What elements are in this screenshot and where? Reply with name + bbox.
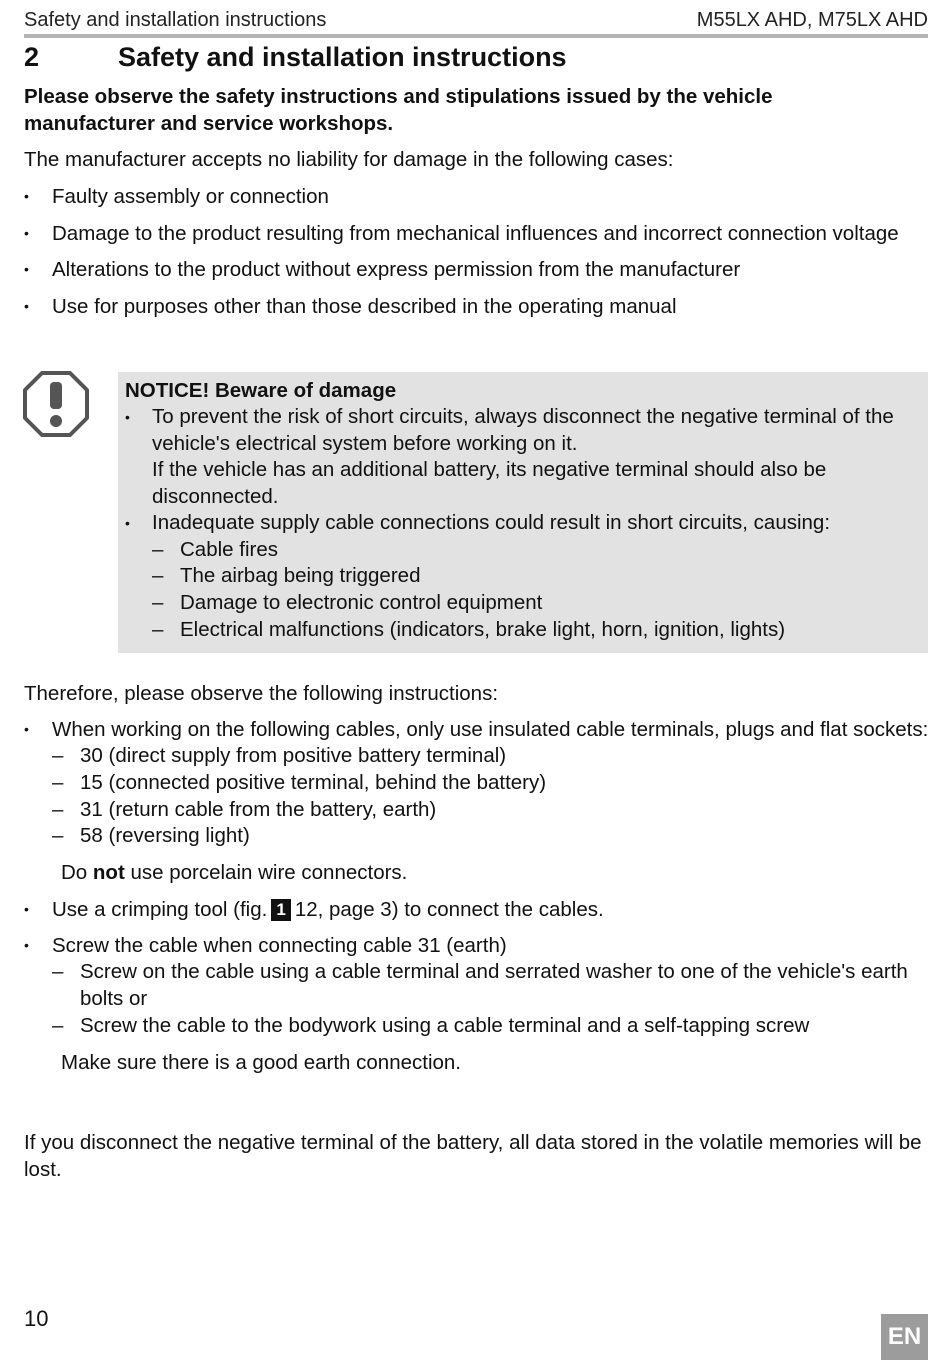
notice-item [125,404,920,510]
warning-octagon-icon [22,370,90,438]
sublist-item: – 30 (direct supply from positive battery terminal) [52,743,934,770]
sublist-item: – Screw the cable to the bodywork using a cable terminal and a self-tapping screw [52,1013,934,1040]
instruction-note: Make sure there is a good earth connection. [61,1050,461,1074]
instructions-list [24,716,934,1085]
notice-box [118,372,928,653]
lead-paragraph: Please observe the safety instructions and stipulations issued by the vehicle manufacturer and service workshops. [24,85,773,135]
sublist-item: – Electrical malfunctions (indicators, brake light, horn, ignition, lights) [152,617,920,644]
list-item: • Damage to the product resulting from mechanical influences and incorrect connection voltage [24,220,934,247]
instructions-intro: Therefore, please observe the following instructions: [24,682,499,705]
closing-paragraph: If you disconnect the negative terminal of the battery, all data stored in the volatile memories will be lost. [24,1131,922,1181]
list-item: • Use a crimping tool (fig. 1 12, page 3) to connect the cables. [24,896,934,923]
sublist-item: – Damage to electronic control equipment [152,590,920,617]
notice-item [125,510,920,644]
list-item: • Alterations to the product without express permission from the manufacturer [24,256,934,283]
liability-intro: The manufacturer accepts no liability for damage in the following cases: [24,148,674,171]
notice-item-text: • Inadequate supply cable connections could result in short circuits, causing: [152,511,831,534]
sublist-item: – Cable fires [152,537,920,564]
figure-reference: 1 [271,899,290,921]
page-header [24,6,928,38]
page-title [24,42,567,73]
page-number: 10 [24,1306,49,1331]
instruction-text: • When working on the following cables, only use insulated cable terminals, plugs and flat sockets: [52,718,929,741]
cable-list [52,743,934,850]
language-badge: EN [881,1314,928,1360]
list-item [24,716,934,886]
sublist-item: – Screw on the cable using a cable terminal and serrated washer to one of the vehicle's earth bolts or [52,959,934,1013]
sublist-item: – 31 (return cable from the battery, earth) [52,797,934,824]
list-item [24,932,934,1075]
sublist-item: – 15 (connected positive terminal, behind the battery) [52,770,934,797]
earth-options-list [52,959,934,1039]
section-number: 2 [24,42,40,72]
sublist-item: – 58 (reversing light) [52,823,934,850]
instruction-note: Do not use porcelain wire connectors. [61,861,408,885]
notice-item-extra: If the vehicle has an additional battery, its negative terminal should also be disconnected. [152,458,827,508]
section-title: Safety and installation instructions [118,42,567,72]
list-item: • Use for purposes other than those described in the operating manual [24,293,934,320]
notice-sublist [152,537,920,644]
instruction-text: • Screw the cable when connecting cable 31 (earth) [52,934,507,958]
notice-heading: NOTICE! Beware of damage [125,379,397,402]
header-section-title: Safety and installation instructions [24,8,327,31]
liability-list [24,183,934,329]
notice-list [125,404,920,644]
header-model-names: M55LX AHD, M75LX AHD [696,8,928,31]
list-item: • Faulty assembly or connection [24,183,934,210]
sublist-item: – The airbag being triggered [152,563,920,590]
notice-item-text: • To prevent the risk of short circuits, always disconnect the negative terminal of the vehicle's electrical system before working on it. [152,405,894,455]
